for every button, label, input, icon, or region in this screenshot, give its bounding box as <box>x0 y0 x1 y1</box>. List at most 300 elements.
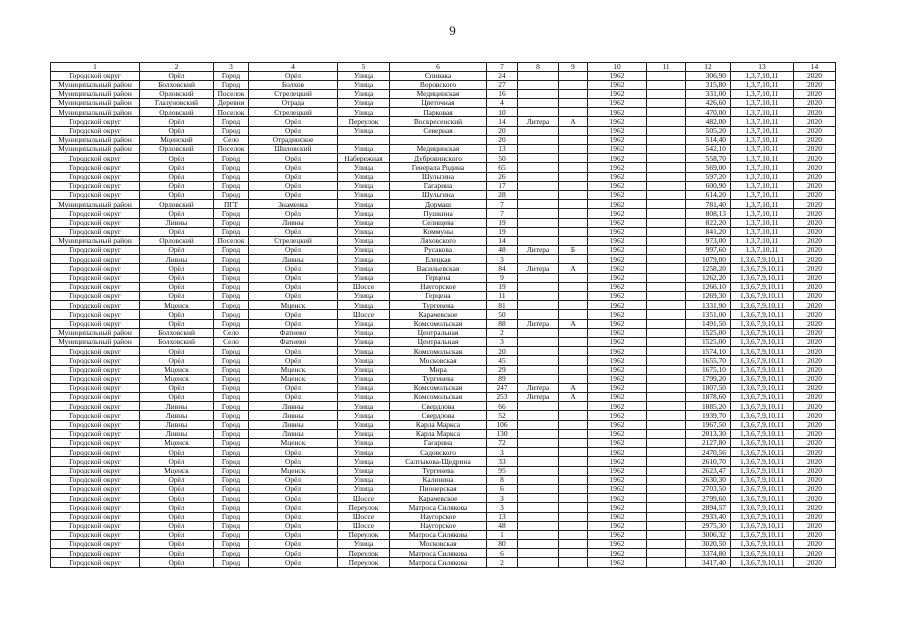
table-row <box>51 163 836 172</box>
work-types-cell: 1,3,6,7,9,10,11 <box>731 439 794 448</box>
municipality-cell: Мценский <box>140 135 214 144</box>
municipality-cell: Орёл <box>140 503 214 512</box>
settlement-type-cell: Город <box>214 209 249 218</box>
building-letter-cell <box>559 512 588 521</box>
municipality-cell: Ливны <box>140 420 214 429</box>
street-cell: Генерала Родина <box>390 163 487 172</box>
year-cell: 1962 <box>588 411 647 420</box>
column-number: 3 <box>214 63 249 72</box>
col-11-cell <box>647 365 686 374</box>
settlement-type-cell: Город <box>214 540 249 549</box>
house-number-cell: 26 <box>487 172 518 181</box>
street-type-cell: Улица <box>338 411 390 420</box>
building-letter-cell <box>559 292 588 301</box>
building-letter-label-cell <box>518 328 559 337</box>
settlement-cell: Орёл <box>249 71 338 80</box>
street-type-cell: Улица <box>338 163 390 172</box>
building-letter-label-cell <box>518 145 559 154</box>
target-year-cell: 2020 <box>794 108 836 117</box>
street-cell: Центральная <box>390 337 487 346</box>
house-number-cell: 6 <box>487 549 518 558</box>
street-type-cell: Переулок <box>338 549 390 558</box>
page-number: 9 <box>449 23 456 38</box>
building-letter-label-cell <box>518 126 559 135</box>
house-number-cell: 72 <box>487 439 518 448</box>
settlement-cell: Орёл <box>249 227 338 236</box>
area-cell: 614,20 <box>686 190 731 199</box>
building-letter-label-cell <box>518 135 559 144</box>
building-letter-label-cell <box>518 347 559 356</box>
work-types-cell: 1,3,7,10,11 <box>731 80 794 89</box>
col-11-cell <box>647 190 686 199</box>
house-number-cell: 11 <box>487 292 518 301</box>
settlement-cell: Орёл <box>249 549 338 558</box>
settlement-type-cell: Село <box>214 135 249 144</box>
street-cell: Коммуны <box>390 227 487 236</box>
municipality-cell: Орёл <box>140 264 214 273</box>
settlement-cell: Орёл <box>249 282 338 291</box>
municipality-cell: Орёл <box>140 448 214 457</box>
municipality-cell: Орёл <box>140 549 214 558</box>
street-type-cell: Улица <box>338 429 390 438</box>
target-year-cell: 2020 <box>794 475 836 484</box>
settlement-type-cell: Город <box>214 512 249 521</box>
street-type-cell: Улица <box>338 80 390 89</box>
table-row <box>51 117 836 126</box>
municipality-cell: Болховский <box>140 80 214 89</box>
table-row <box>51 374 836 383</box>
settlement-cell: Ливны <box>249 429 338 438</box>
column-number: 5 <box>338 63 390 72</box>
area-cell: 781,40 <box>686 200 731 209</box>
target-year-cell: 2020 <box>794 209 836 218</box>
settlement-type-cell: Город <box>214 484 249 493</box>
building-letter-cell <box>559 71 588 80</box>
settlement-cell: Орёл <box>249 310 338 319</box>
work-types-cell: 1,3,7,10,11 <box>731 236 794 245</box>
target-year-cell: 2020 <box>794 236 836 245</box>
house-number-cell: 80 <box>487 540 518 549</box>
house-number-cell: 9 <box>487 273 518 282</box>
area-cell: 315,80 <box>686 80 731 89</box>
street-cell: Салтыкова-Щедрина <box>390 457 487 466</box>
table-row <box>51 301 836 310</box>
settlement-type-cell: Город <box>214 126 249 135</box>
area-cell: 600,90 <box>686 181 731 190</box>
year-cell: 1962 <box>588 439 647 448</box>
municipality-cell: Ливны <box>140 429 214 438</box>
building-letter-label-cell <box>518 494 559 503</box>
table-row <box>51 540 836 549</box>
work-types-cell: 1,3,6,7,9,10,11 <box>731 273 794 282</box>
year-cell: 1962 <box>588 301 647 310</box>
settlement-type-cell: Село <box>214 337 249 346</box>
street-type-cell: Улица <box>338 209 390 218</box>
settlement-type-cell: Город <box>214 218 249 227</box>
entity-type-cell: Городской округ <box>51 540 140 549</box>
building-letter-cell <box>559 273 588 282</box>
municipality-cell: Орёл <box>140 457 214 466</box>
street-type-cell: Переулок <box>338 558 390 567</box>
municipality-cell: Орёл <box>140 227 214 236</box>
municipality-cell: Глазуновский <box>140 99 214 108</box>
street-type-cell: Улица <box>338 89 390 98</box>
target-year-cell: 2020 <box>794 558 836 567</box>
house-number-cell: 253 <box>487 393 518 402</box>
settlement-cell: Орёл <box>249 475 338 484</box>
work-types-cell: 1,3,6,7,9,10,11 <box>731 512 794 521</box>
street-cell: Карла Маркса <box>390 429 487 438</box>
street-cell: Спивака <box>390 71 487 80</box>
target-year-cell: 2020 <box>794 163 836 172</box>
work-types-cell: 1,3,6,7,9,10,11 <box>731 319 794 328</box>
municipality-cell: Болховский <box>140 337 214 346</box>
target-year-cell: 2020 <box>794 347 836 356</box>
target-year-cell: 2020 <box>794 255 836 264</box>
target-year-cell: 2020 <box>794 356 836 365</box>
entity-type-cell: Муниципальный район <box>51 99 140 108</box>
table-body <box>51 63 836 568</box>
target-year-cell: 2020 <box>794 227 836 236</box>
street-type-cell: Улица <box>338 457 390 466</box>
settlement-cell: Орёл <box>249 521 338 530</box>
entity-type-cell: Городской округ <box>51 365 140 374</box>
settlement-cell: Орёл <box>249 393 338 402</box>
table-row <box>51 558 836 567</box>
year-cell: 1962 <box>588 494 647 503</box>
municipality-cell: Орёл <box>140 126 214 135</box>
settlement-type-cell: Поселок <box>214 89 249 98</box>
area-cell: 1878,60 <box>686 393 731 402</box>
entity-type-cell: Городской округ <box>51 319 140 328</box>
street-cell: Матроса Силякова <box>390 549 487 558</box>
area-cell: 569,00 <box>686 163 731 172</box>
entity-type-cell: Муниципальный район <box>51 89 140 98</box>
settlement-type-cell: Город <box>214 374 249 383</box>
street-cell: Калинина <box>390 475 487 484</box>
settlement-type-cell: Город <box>214 457 249 466</box>
year-cell: 1962 <box>588 255 647 264</box>
building-letter-cell <box>559 402 588 411</box>
settlement-cell: Орёл <box>249 181 338 190</box>
col-11-cell <box>647 135 686 144</box>
target-year-cell: 2020 <box>794 374 836 383</box>
col-11-cell <box>647 108 686 117</box>
building-letter-cell <box>559 218 588 227</box>
work-types-cell: 1,3,6,7,9,10,11 <box>731 540 794 549</box>
municipality-cell: Орёл <box>140 512 214 521</box>
entity-type-cell: Муниципальный район <box>51 200 140 209</box>
building-letter-label-cell <box>518 292 559 301</box>
house-number-cell: 95 <box>487 466 518 475</box>
street-cell: Матроса Силякова <box>390 530 487 539</box>
municipality-cell: Ливны <box>140 402 214 411</box>
building-letter-cell <box>559 558 588 567</box>
work-types-cell: 1,3,6,7,9,10,11 <box>731 264 794 273</box>
entity-type-cell: Городской округ <box>51 255 140 264</box>
year-cell: 1962 <box>588 484 647 493</box>
entity-type-cell: Городской округ <box>51 475 140 484</box>
settlement-cell: Орёл <box>249 494 338 503</box>
table-row <box>51 475 836 484</box>
table-row <box>51 439 836 448</box>
street-type-cell: Улица <box>338 200 390 209</box>
entity-type-cell: Муниципальный район <box>51 80 140 89</box>
target-year-cell: 2020 <box>794 521 836 530</box>
municipality-cell: Ливны <box>140 255 214 264</box>
street-type-cell: Улица <box>338 292 390 301</box>
area-cell: 1574,10 <box>686 347 731 356</box>
table-row <box>51 227 836 236</box>
settlement-cell: Орёл <box>249 558 338 567</box>
settlement-cell: Мценск <box>249 301 338 310</box>
col-11-cell <box>647 163 686 172</box>
year-cell: 1962 <box>588 108 647 117</box>
work-types-cell: 1,3,6,7,9,10,11 <box>731 301 794 310</box>
year-cell: 1962 <box>588 145 647 154</box>
col-11-cell <box>647 99 686 108</box>
year-cell: 1962 <box>588 429 647 438</box>
area-cell: 2630,30 <box>686 475 731 484</box>
house-number-cell: 19 <box>487 282 518 291</box>
settlement-type-cell: Город <box>214 356 249 365</box>
municipality-cell: Орёл <box>140 181 214 190</box>
building-letter-label-cell <box>518 71 559 80</box>
col-11-cell <box>647 227 686 236</box>
area-cell: 331,00 <box>686 89 731 98</box>
street-cell: Медицинская <box>390 89 487 98</box>
building-letter-cell <box>559 190 588 199</box>
area-cell: 2610,70 <box>686 457 731 466</box>
col-11-cell <box>647 356 686 365</box>
area-cell: 2470,56 <box>686 448 731 457</box>
col-11-cell <box>647 328 686 337</box>
year-cell: 1962 <box>588 356 647 365</box>
house-number-cell: 48 <box>487 521 518 530</box>
street-type-cell: Улица <box>338 126 390 135</box>
work-types-cell: 1,3,6,7,9,10,11 <box>731 494 794 503</box>
work-types-cell: 1,3,7,10,11 <box>731 200 794 209</box>
building-letter-label-cell <box>518 439 559 448</box>
entity-type-cell: Городской округ <box>51 558 140 567</box>
entity-type-cell: Городской округ <box>51 301 140 310</box>
table-row <box>51 71 836 80</box>
area-cell: 1525,00 <box>686 337 731 346</box>
column-number: 7 <box>487 63 518 72</box>
work-types-cell: 1,3,6,7,9,10,11 <box>731 374 794 383</box>
building-letter-label-cell <box>518 190 559 199</box>
year-cell: 1962 <box>588 181 647 190</box>
building-letter-label-cell <box>518 365 559 374</box>
settlement-cell: Орёл <box>249 126 338 135</box>
area-cell: 2623,47 <box>686 466 731 475</box>
col-11-cell <box>647 549 686 558</box>
settlement-cell: Ливны <box>249 420 338 429</box>
column-number: 6 <box>390 63 487 72</box>
entity-type-cell: Муниципальный район <box>51 108 140 117</box>
year-cell: 1962 <box>588 154 647 163</box>
building-letter-label-cell: Литера <box>518 383 559 392</box>
target-year-cell: 2020 <box>794 282 836 291</box>
building-letter-cell <box>559 439 588 448</box>
building-letter-label-cell <box>518 154 559 163</box>
street-cell: Северная <box>390 126 487 135</box>
house-number-cell: 8 <box>487 475 518 484</box>
building-letter-label-cell <box>518 172 559 181</box>
street-cell: Дормаш <box>390 200 487 209</box>
building-letter-cell <box>559 209 588 218</box>
entity-type-cell: Городской округ <box>51 429 140 438</box>
municipality-cell: Орёл <box>140 154 214 163</box>
year-cell: 1962 <box>588 365 647 374</box>
building-letter-label-cell <box>518 402 559 411</box>
table-row <box>51 484 836 493</box>
area-cell: 1491,50 <box>686 319 731 328</box>
entity-type-cell: Городской округ <box>51 163 140 172</box>
house-number-cell: 19 <box>487 227 518 236</box>
street-cell: Тургенева <box>390 301 487 310</box>
street-cell: Комсомольская <box>390 393 487 402</box>
table-row <box>51 200 836 209</box>
house-number-cell: 6 <box>487 484 518 493</box>
col-11-cell <box>647 236 686 245</box>
street-type-cell: Улица <box>338 181 390 190</box>
building-letter-label-cell <box>518 218 559 227</box>
building-letter-cell <box>559 328 588 337</box>
street-cell: Центральная <box>390 328 487 337</box>
entity-type-cell: Городской округ <box>51 549 140 558</box>
settlement-type-cell: Город <box>214 466 249 475</box>
col-11-cell <box>647 71 686 80</box>
area-cell: 1351,00 <box>686 310 731 319</box>
settlement-type-cell: Город <box>214 494 249 503</box>
table-row <box>51 282 836 291</box>
target-year-cell: 2020 <box>794 503 836 512</box>
settlement-type-cell: Город <box>214 181 249 190</box>
area-cell: 470,00 <box>686 108 731 117</box>
house-number-cell: 66 <box>487 402 518 411</box>
entity-type-cell: Городской округ <box>51 190 140 199</box>
house-number-cell: 17 <box>487 181 518 190</box>
year-cell: 1962 <box>588 264 647 273</box>
street-cell: Русакова <box>390 246 487 255</box>
settlement-cell: Орёл <box>249 540 338 549</box>
street-cell: Московская <box>390 540 487 549</box>
building-letter-cell <box>559 154 588 163</box>
municipality-cell: Орловский <box>140 89 214 98</box>
target-year-cell: 2020 <box>794 301 836 310</box>
entity-type-cell: Городской округ <box>51 512 140 521</box>
building-letter-cell <box>559 448 588 457</box>
work-types-cell: 1,3,6,7,9,10,11 <box>731 292 794 301</box>
municipality-cell: Орёл <box>140 494 214 503</box>
settlement-cell: Мценск <box>249 374 338 383</box>
settlement-type-cell: ПГТ <box>214 200 249 209</box>
work-types-cell: 1,3,7,10,11 <box>731 135 794 144</box>
building-letter-label-cell <box>518 337 559 346</box>
column-number: 9 <box>559 63 588 72</box>
house-number-cell: 89 <box>487 374 518 383</box>
target-year-cell: 2020 <box>794 411 836 420</box>
street-type-cell: Улица <box>338 439 390 448</box>
street-cell <box>390 135 487 144</box>
target-year-cell: 2020 <box>794 190 836 199</box>
target-year-cell: 2020 <box>794 420 836 429</box>
work-types-cell: 1,3,7,10,11 <box>731 126 794 135</box>
settlement-cell: Орёл <box>249 530 338 539</box>
municipality-cell: Орёл <box>140 356 214 365</box>
work-types-cell: 1,3,6,7,9,10,11 <box>731 356 794 365</box>
year-cell: 1962 <box>588 319 647 328</box>
year-cell: 1962 <box>588 163 647 172</box>
year-cell: 1962 <box>588 420 647 429</box>
work-types-cell: 1,3,6,7,9,10,11 <box>731 328 794 337</box>
street-type-cell: Улица <box>338 145 390 154</box>
street-cell: Наугорское <box>390 512 487 521</box>
col-11-cell <box>647 530 686 539</box>
house-number-cell: 130 <box>487 429 518 438</box>
entity-type-cell: Городской округ <box>51 503 140 512</box>
target-year-cell: 2020 <box>794 135 836 144</box>
column-number: 10 <box>588 63 647 72</box>
settlement-cell: Фатнево <box>249 337 338 346</box>
target-year-cell: 2020 <box>794 402 836 411</box>
work-types-cell: 1,3,6,7,9,10,11 <box>731 282 794 291</box>
settlement-cell: Орёл <box>249 190 338 199</box>
settlement-type-cell: Город <box>214 154 249 163</box>
area-cell: 1525,00 <box>686 328 731 337</box>
street-cell: Гагарина <box>390 181 487 190</box>
target-year-cell: 2020 <box>794 393 836 402</box>
target-year-cell: 2020 <box>794 484 836 493</box>
work-types-cell: 1,3,7,10,11 <box>731 190 794 199</box>
table-row <box>51 530 836 539</box>
settlement-type-cell: Город <box>214 558 249 567</box>
year-cell: 1962 <box>588 292 647 301</box>
street-type-cell: Улица <box>338 328 390 337</box>
building-letter-cell <box>559 549 588 558</box>
work-types-cell: 1,3,7,10,11 <box>731 163 794 172</box>
work-types-cell: 1,3,7,10,11 <box>731 218 794 227</box>
street-type-cell: Улица <box>338 273 390 282</box>
street-type-cell: Улица <box>338 246 390 255</box>
year-cell: 1962 <box>588 99 647 108</box>
settlement-type-cell: Город <box>214 503 249 512</box>
street-cell: Карачевское <box>390 494 487 503</box>
house-number-cell: 3 <box>487 448 518 457</box>
table-row <box>51 209 836 218</box>
year-cell: 1962 <box>588 530 647 539</box>
target-year-cell: 2020 <box>794 530 836 539</box>
col-11-cell <box>647 255 686 264</box>
house-number-cell: 33 <box>487 457 518 466</box>
col-11-cell <box>647 246 686 255</box>
municipality-cell: Мценск <box>140 374 214 383</box>
street-cell: Комсомольская <box>390 347 487 356</box>
col-11-cell <box>647 80 686 89</box>
street-cell: Медицинская <box>390 145 487 154</box>
column-number-row <box>51 63 836 72</box>
settlement-cell: Орёл <box>249 448 338 457</box>
target-year-cell: 2020 <box>794 319 836 328</box>
work-types-cell: 1,3,7,10,11 <box>731 71 794 80</box>
house-number-cell: 29 <box>487 365 518 374</box>
col-11-cell <box>647 393 686 402</box>
area-cell: 1807,50 <box>686 383 731 392</box>
settlement-cell: Орёл <box>249 163 338 172</box>
street-type-cell: Улица <box>338 374 390 383</box>
building-letter-label-cell <box>518 429 559 438</box>
